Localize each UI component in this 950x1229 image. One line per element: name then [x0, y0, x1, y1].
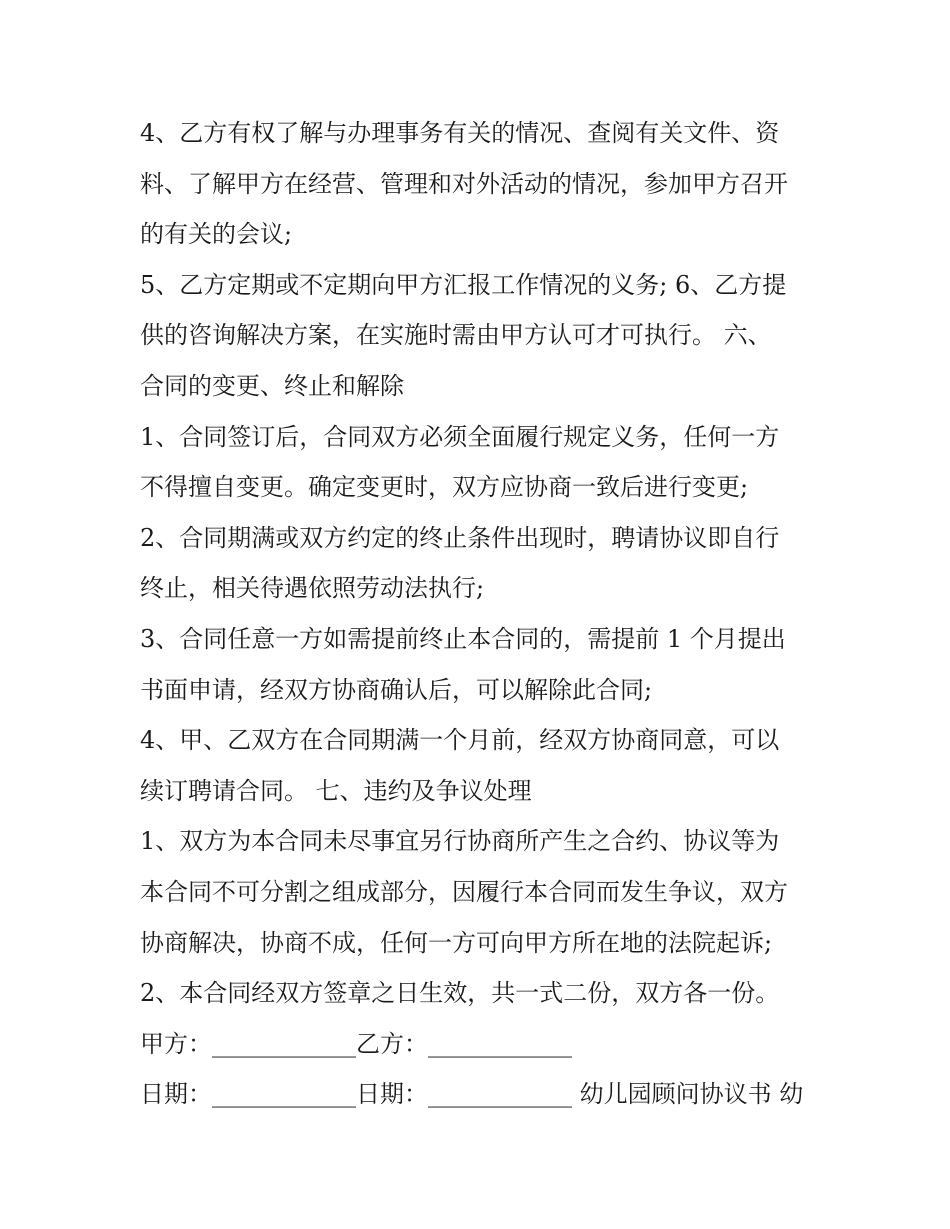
text-line: 续订聘请合同。 七、违约及争议处理	[140, 776, 532, 805]
text-line: 4、甲、乙双方在合同期满一个月前，经双方协商同意，可以	[140, 726, 780, 755]
document-body	[140, 108, 820, 1120]
text-line: 2、本合同经双方签章之日生效，共一式二份，双方各一份。	[140, 979, 780, 1008]
text-line: 5、乙方定期或不定期向甲方汇报工作情况的义务; 6、乙方提	[140, 270, 787, 299]
text-line: 书面申请，经双方协商确认后，可以解除此合同;	[140, 675, 653, 704]
text-line: 1、双方为本合同未尽事宜另行协商所产生之合约、协议等为	[140, 827, 780, 856]
text-line: 协商解决，协商不成，任何一方可向甲方所在地的法院起诉;	[140, 928, 773, 957]
text-line: 2、合同期满或双方约定的终止条件出现时，聘请协议即自行	[140, 523, 780, 552]
text-line: 的有关的会议;	[140, 220, 293, 249]
signature-line: 甲方：____________乙方：____________	[140, 1029, 572, 1058]
text-line: 供的咨询解决方案，在实施时需由甲方认可才可执行。 六、	[140, 321, 772, 350]
date-line: 日期：____________日期：____________ 幼儿园顾问协议书 幼	[140, 1080, 804, 1109]
text-line: 不得擅自变更。确定变更时，双方应协商一致后进行变更;	[140, 473, 749, 502]
text-line: 3、合同任意一方如需提前终止本合同的，需提前 1 个月提出	[140, 624, 786, 653]
text-line: 4、乙方有权了解与办理事务有关的情况、查阅有关文件、资	[140, 119, 780, 147]
text-line: 料、了解甲方在经营、管理和对外活动的情况，参加甲方召开	[140, 169, 788, 198]
text-line: 1、合同签订后，合同双方必须全面履行规定义务，任何一方	[140, 422, 780, 451]
text-line: 终止，相关待遇依照劳动法执行;	[140, 574, 485, 603]
text-line: 本合同不可分割之组成部分，因履行本合同而发生争议，双方	[140, 877, 788, 906]
section-heading-line: 合同的变更、终止和解除	[140, 371, 404, 400]
